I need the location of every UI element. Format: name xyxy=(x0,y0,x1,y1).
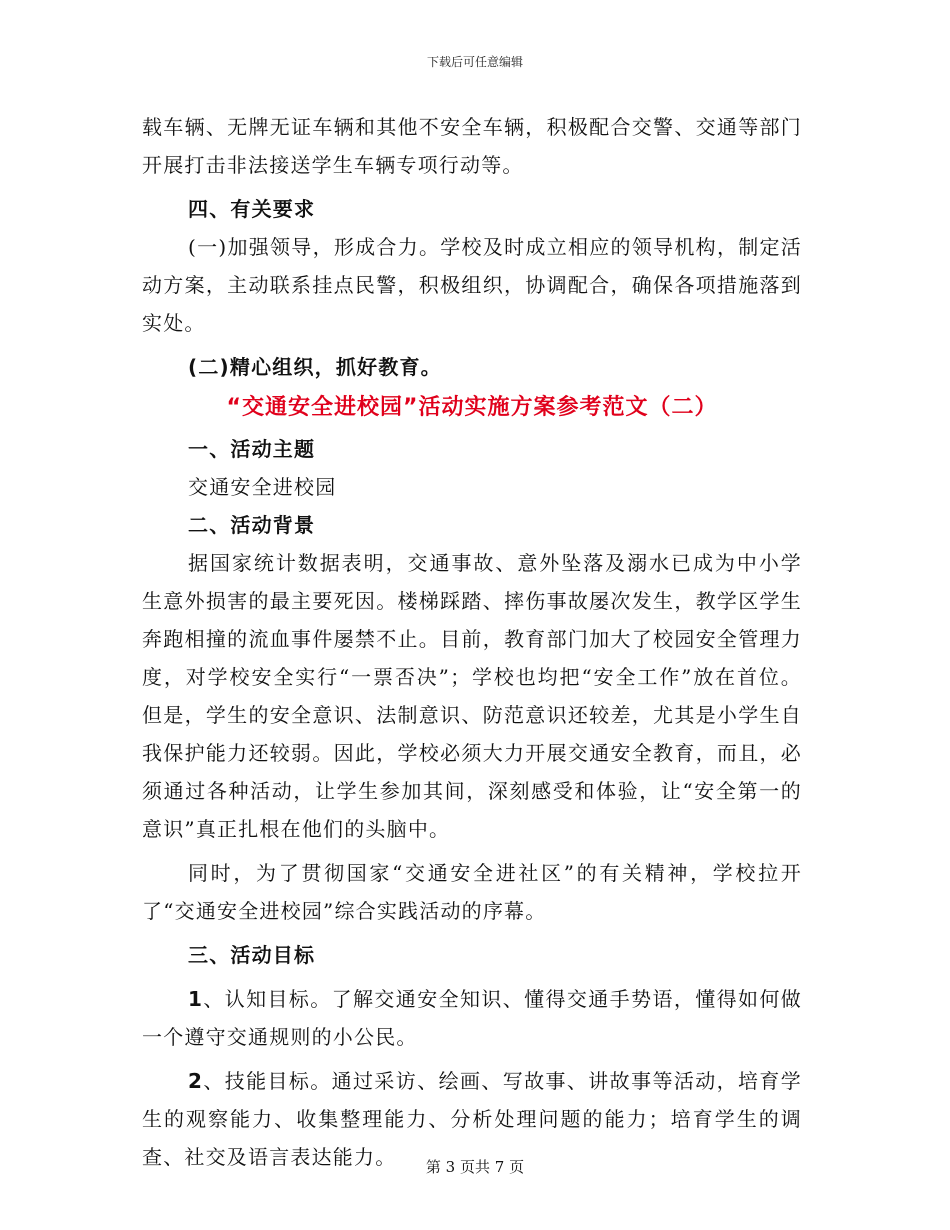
section-2-paragraph-2: 同时，为了贯彻国家“交通安全进社区”的有关精神，学校拉开了“交通安全进校园”综合实践活动的序幕。 xyxy=(142,861,802,923)
goal-2-number: 2 xyxy=(188,1069,204,1093)
section-4-heading: 四、有关要求 xyxy=(188,197,316,221)
page-footer-number: 第 3 页共 7 页 xyxy=(425,1158,525,1176)
goal-1-text: 、认知目标。了解交通安全知识、懂得交通手势语，懂得如何做一个遵守交通规则的小公民。 xyxy=(142,987,802,1049)
goal-1-number: 1 xyxy=(188,987,204,1011)
document-body xyxy=(142,108,802,1176)
section-2-heading: 二、活动背景 xyxy=(188,513,316,537)
section-2-paragraph-1: 据国家统计数据表明，交通事故、意外坠落及溺水已成为中小学生意外损害的最主要死因。楼梯踩踏、摔伤事故屡次发生，教学区学生奔跑相撞的流血事件屡禁不止。目前，教育部门加大了校园安全管理力度，对学校安全实行“一票否决”；学校也均把“安全工作”放在首位。但是，学生的安全意识、法制意识、防范意识还较差，尤其是小学生自我保护能力还较弱。因此，学校必须大力开展交通安全教育，而且，必须通过各种活动，让学生参加其间，深刻感受和体验，让“安全第一的意识”真正扎根在他们的头脑中。 xyxy=(142,551,802,841)
document-title: “交通安全进校园”活动实施方案参考范文（二） xyxy=(226,395,718,420)
goal-2-text: 、技能目标。通过采访、绘画、写故事、讲故事等活动，培育学生的观察能力、收集整理能力、分析处理问题的能力；培育学生的调查、社交及语言表达能力。 xyxy=(142,1069,802,1169)
section-4-item-1: (一)加强领导，形成合力。学校及时成立相应的领导机构，制定活动方案，主动联系挂点民警，积极组织，协调配合，确保各项措施落到实处。 xyxy=(142,235,802,335)
intro-paragraph: 载车辆、无牌无证车辆和其他不安全车辆，积极配合交警、交通等部门开展打击非法接送学生车辆专项行动等。 xyxy=(142,115,802,177)
section-3-heading: 三、活动目标 xyxy=(188,943,316,967)
section-1-text: 交通安全进校园 xyxy=(188,475,337,499)
section-3-goal-1 xyxy=(142,980,802,1056)
section-4-item-2: (二)精心组织，抓好教育。 xyxy=(188,355,442,379)
page-header-note: 下载后可任意编辑 xyxy=(426,55,523,69)
section-1-heading: 一、活动主题 xyxy=(188,437,316,461)
